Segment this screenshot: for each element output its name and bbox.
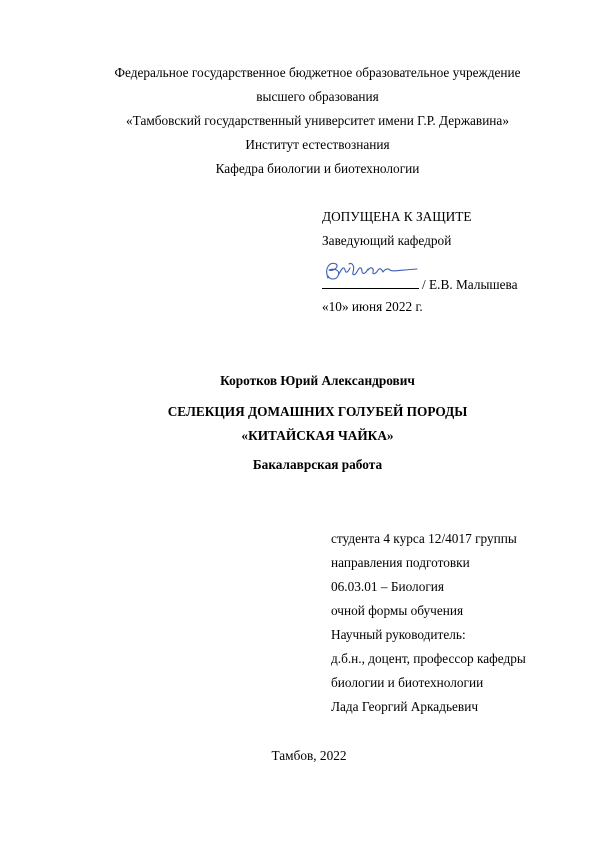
approver-name: / Е.В. Малышева bbox=[422, 277, 518, 292]
approval-title: ДОПУЩЕНА К ЗАЩИТЕ bbox=[322, 209, 472, 224]
study-direction-label: направления подготовки bbox=[331, 555, 470, 570]
signature-line bbox=[322, 275, 518, 293]
department-name: Кафедра биологии и биотехнологии bbox=[215, 161, 420, 176]
study-form: очной формы обучения bbox=[331, 603, 464, 618]
institution-type: Федеральное государственное бюджетное образовательное учреждение bbox=[114, 65, 521, 80]
author-name: Коротков Юрий Александрович bbox=[220, 373, 415, 388]
supervisor-label: Научный руководитель: bbox=[331, 627, 466, 642]
approval-date: «10» июня 2022 г. bbox=[322, 299, 423, 314]
thesis-title-line-1: СЕЛЕКЦИЯ ДОМАШНИХ ГОЛУБЕЙ ПОРОДЫ bbox=[167, 404, 468, 419]
signature-underline bbox=[322, 275, 419, 289]
student-course: студента 4 курса 12/4017 группы bbox=[331, 531, 517, 546]
supervisor-name: Лада Георгий Аркадьевич bbox=[331, 699, 479, 714]
institute-name: Институт естествознания bbox=[245, 137, 390, 152]
supervisor-title: д.б.н., доцент, профессор кафедры bbox=[331, 651, 526, 666]
education-level: высшего образования bbox=[256, 89, 379, 104]
approval-role: Заведующий кафедрой bbox=[322, 233, 452, 248]
study-direction-code: 06.03.01 – Биология bbox=[331, 579, 445, 594]
supervisor-department: биологии и биотехнологии bbox=[331, 675, 484, 690]
city-year: Тамбов, 2022 bbox=[271, 748, 347, 763]
thesis-type: Бакалаврская работа bbox=[252, 457, 383, 472]
thesis-title-line-2: «КИТАЙСКАЯ ЧАЙКА» bbox=[241, 428, 394, 443]
university-name: «Тамбовский государственный университет имени Г.Р. Державина» bbox=[126, 113, 509, 128]
